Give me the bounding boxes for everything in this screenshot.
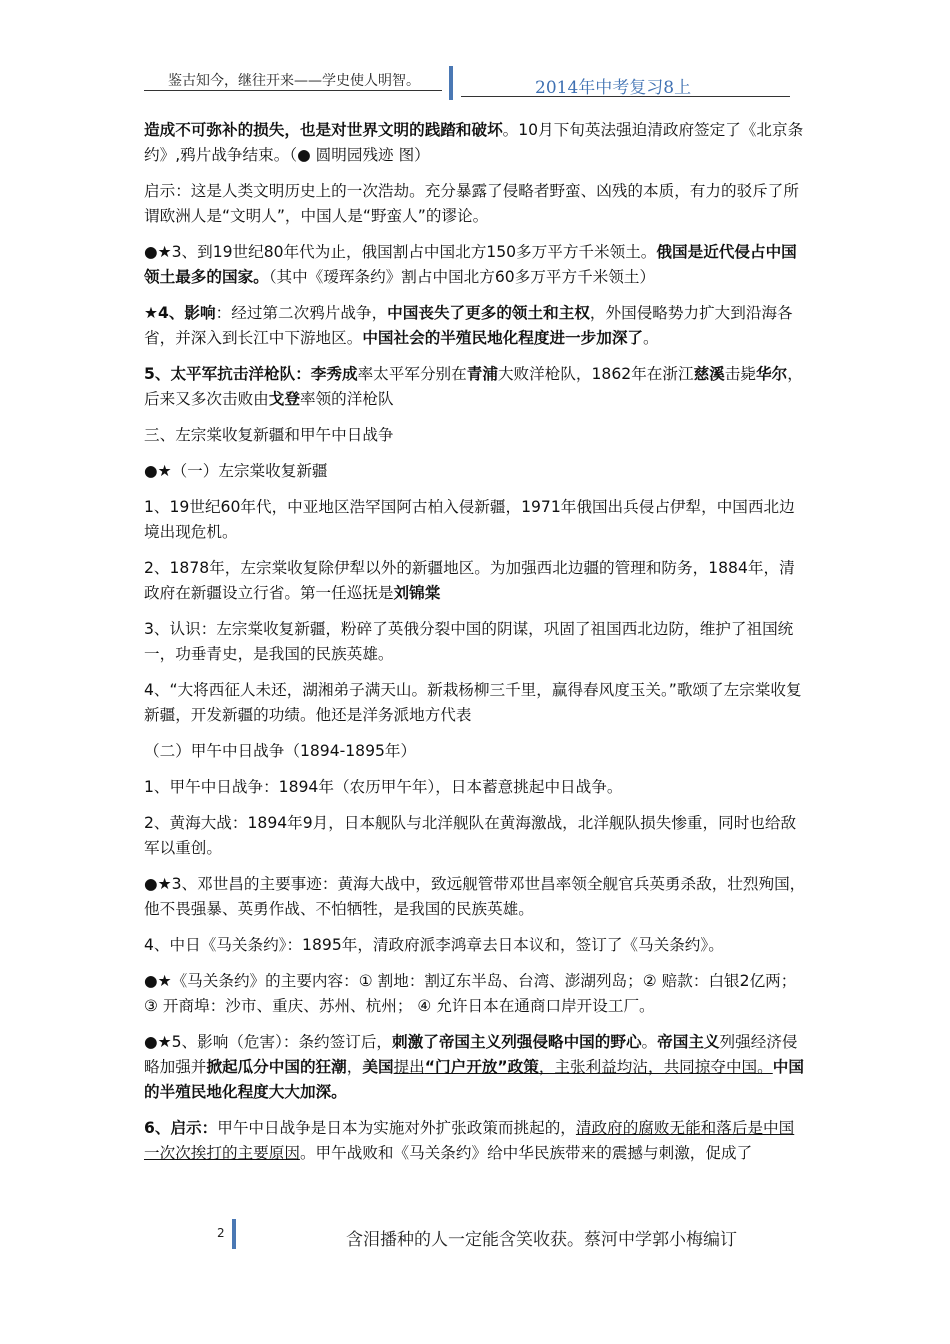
text-run: 3、认识：左宗棠收复新疆，粉碎了英俄分裂中国的阴谋，巩固了祖国西北边防，维护了祖国统一，功垂青史，是我国的民族英雄。: [144, 620, 794, 663]
paragraph: [144, 556, 808, 606]
text-run: （二）甲午中日战争（1894-1895年）: [144, 742, 417, 760]
text-run: 2、黄海大战：1894年9月，日本舰队与北洋舰队在黄海激战，北洋舰队损失惨重，同时也给敌军以重创。: [144, 814, 797, 857]
paragraph: [144, 301, 808, 351]
paragraph: [144, 362, 808, 412]
text-run: 启示：这是人类文明历史上的一次浩劫。充分暴露了侵略者野蛮、凶残的本质，有力的驳斥了所谓欧洲人是“文明人”，中国人是“野蛮人”的谬论。: [144, 182, 799, 225]
text-run: “门户开放”政策: [424, 1058, 539, 1076]
text-run: ，外国侵略势力扩大到沿海各省，并深入到长江中下游地区。: [144, 304, 793, 347]
footer-divider-bar: [232, 1219, 236, 1249]
text-run: 。甲午战败和《马关条约》给中华民族带来的震撼与刺激，促成了: [299, 1144, 753, 1162]
text-run: 造成不可弥补的损失，也是对世界文明的践踏和破坏: [144, 121, 503, 139]
paragraph: [144, 495, 808, 545]
text-run: 戈登: [268, 390, 300, 408]
header-title: 2014年中考复习8上: [535, 78, 692, 98]
document-body: [144, 118, 808, 1177]
footer-motto: 含泪播种的人一定能含笑收获。蔡河中学郭小梅编订: [346, 1230, 737, 1250]
text-run: 甲午中日战争是日本为实施对外扩张政策而挑起的，: [217, 1119, 576, 1137]
text-run: （其中《瑷珲条约》割占中国北方60多万平方千米领土）: [268, 268, 656, 286]
text-run: 率领的洋枪队: [299, 390, 394, 408]
text-run: ★4、影响: [144, 304, 216, 322]
header-right-rule: [461, 96, 790, 97]
text-run: 击毙: [724, 365, 756, 383]
text-run: ，: [346, 1058, 363, 1076]
paragraph: [144, 423, 808, 448]
text-run: ●★（一）左宗棠收复新疆: [144, 462, 328, 480]
paragraph: [144, 933, 808, 958]
paragraph: [144, 739, 808, 764]
text-run: 1、甲午中日战争：1894年（农历甲午年），日本蓄意挑起中日战争。: [144, 778, 623, 796]
text-run: 。10月下旬英法强迫清政府签定了《北京条约》,鸦片战争结束。（● 圆明园残迹 图）: [144, 121, 804, 164]
text-run: 刘锦棠: [393, 584, 441, 602]
text-run: ，主张利益均沾，共同掠夺中国。: [538, 1058, 773, 1076]
text-run: 帝国主义: [657, 1033, 720, 1051]
text-run: 1、19世纪60年代，中亚地区浩罕国阿古柏入侵新疆，1971年俄国出兵侵占伊犁，中国西北边境出现危机。: [144, 498, 795, 541]
paragraph: [144, 240, 808, 290]
paragraph: [144, 811, 808, 861]
paragraph: [144, 459, 808, 484]
text-run: 5、太平军抗击洋枪队：李秀成: [144, 365, 358, 383]
paragraph: [144, 1030, 808, 1105]
text-run: 美国: [362, 1058, 394, 1076]
header-divider-bar: [449, 66, 453, 100]
text-run: 。: [641, 1033, 658, 1051]
text-run: 6、启示：: [144, 1119, 218, 1137]
text-run: ：经过第二次鸦片战争，: [215, 304, 388, 322]
text-run: 中国丧失了更多的领土和主权: [387, 304, 590, 322]
text-run: 掀起瓜分中国的狂潮: [206, 1058, 347, 1076]
text-run: 华尔: [755, 365, 788, 383]
paragraph: [144, 775, 808, 800]
paragraph: [144, 1116, 808, 1166]
text-run: ●★5、影响（危害）：条约签订后，: [144, 1033, 393, 1051]
text-run: 刺激了帝国主义列强侵略中国的野心: [392, 1033, 642, 1051]
paragraph: [144, 969, 808, 1019]
paragraph: [144, 678, 808, 728]
text-run: ●★3、邓世昌的主要事迹：黄海大战中，致远舰管带邓世昌率领全舰官兵英勇杀敌，壮烈殉国，他不畏强暴、英勇作战、不怕牺牲，是我国的民族英雄。: [144, 875, 806, 918]
paragraph: [144, 179, 808, 229]
text-run: ●★3、到19世纪80年代为止，俄国割占中国北方150多万平方千米领土。: [144, 243, 657, 261]
text-run: ，后来又多次击败由: [144, 365, 803, 408]
paragraph: [144, 617, 808, 667]
text-run: 4、中日《马关条约》：1895年，清政府派李鸿章去日本议和，签订了《马关条约》。: [144, 936, 724, 954]
page-number: 2: [217, 1226, 225, 1240]
text-run: 2、1878年，左宗棠收复除伊犁以外的新疆地区。为加强西北边疆的管理和防务，1884年，清政府在新疆设立行省。第一任巡抚是: [144, 559, 795, 602]
header-left-rule: [144, 90, 442, 91]
text-run: 清政府的腐败无能和落后是中国一次次挨打的主要原因: [144, 1119, 795, 1162]
text-run: 青浦: [466, 365, 498, 383]
text-run: 三、左宗棠收复新疆和甲午中日战争: [144, 426, 394, 444]
text-run: 慈溪: [693, 365, 725, 383]
paragraph: [144, 872, 808, 922]
header-motto: 鉴古知今，继往开来——学史使人明智。: [168, 73, 420, 89]
text-run: 提出: [393, 1058, 425, 1076]
text-run: ●★《马关条约》的主要内容：① 割地：割辽东半岛、台湾、澎湖列岛；② 赔款：白银2亿两；③ 开商埠：沙市、重庆、苏州、杭州； ④ 允许日本在通商口岸开设工厂。: [144, 972, 797, 1015]
paragraph: [144, 118, 808, 168]
text-run: 。: [643, 329, 659, 347]
text-run: 大败洋枪队，1862年在浙江: [497, 365, 694, 383]
text-run: 中国社会的半殖民地化程度进一步加深了: [362, 329, 644, 347]
text-run: 中国的半殖民地化程度大大加深。: [144, 1058, 804, 1101]
text-run: 俄国是近代侵占中国领土最多的国家。: [144, 243, 797, 286]
text-run: 列强经济侵略加强并: [144, 1033, 798, 1076]
text-run: 率太平军分别在: [357, 365, 467, 383]
text-run: 4、“大将西征人未还，湖湘弟子满天山。新栽杨柳三千里，赢得春风度玉关。”歌颂了左宗棠收复新疆，开发新疆的功绩。他还是洋务派地方代表: [144, 681, 802, 724]
